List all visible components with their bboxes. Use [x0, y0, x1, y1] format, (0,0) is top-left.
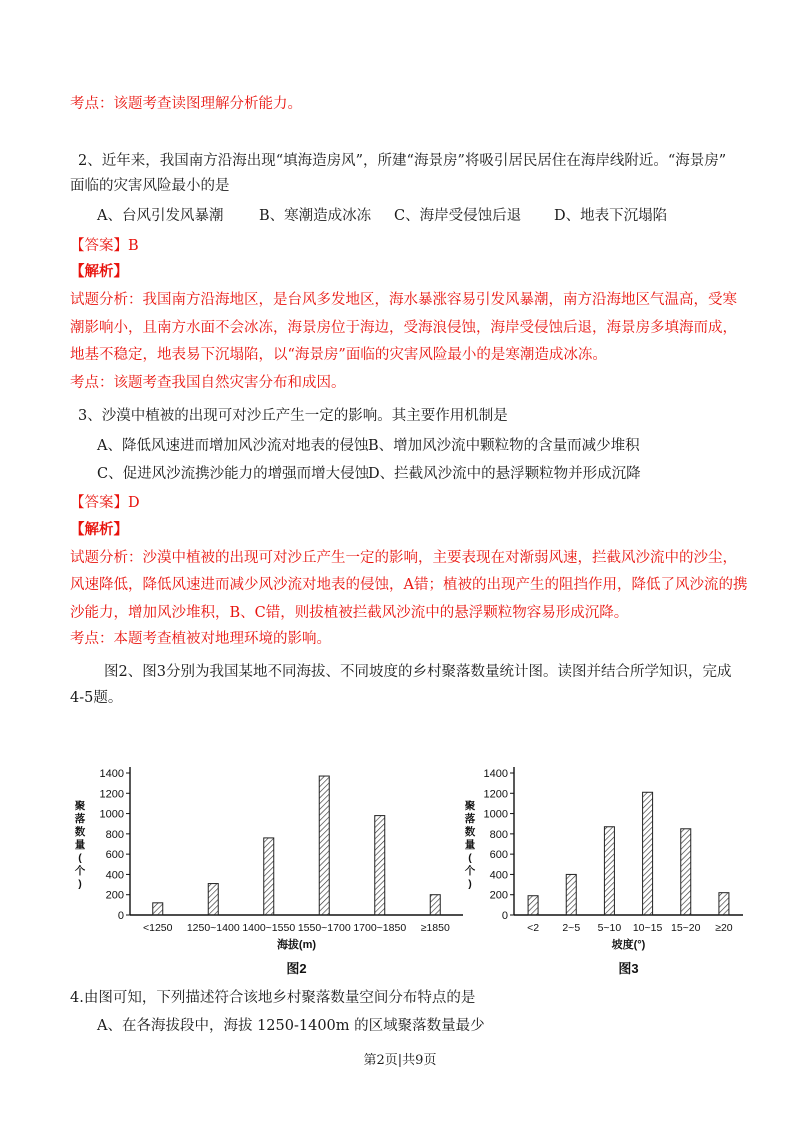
figure-2-chart	[68, 755, 468, 989]
bar-5~10	[604, 827, 614, 915]
page-footer: 第2页|共9页	[363, 1053, 437, 1068]
q3-option-a: A、降低风速进而增加风沙流对地表的侵蚀	[97, 438, 369, 454]
y-axis-label-char: 量	[74, 839, 86, 851]
q3-option-b: B、增加风沙流中颗粒物的含量而减少堆积	[368, 438, 640, 454]
x-category-label: <1250	[143, 922, 173, 934]
bar-2~5	[566, 874, 576, 915]
y-axis-label-char: 个	[464, 865, 476, 877]
q3-answer: 【答案】D	[70, 495, 140, 511]
q2-stem-line1: 2、近年来，我国南方沿海出现“填海造房风”，所建“海景房”将吸引居民居住在海岸线附近。“海景房”	[78, 153, 727, 169]
figure-3-chart	[458, 755, 748, 989]
q2-answer: 【答案】B	[70, 238, 139, 254]
q3-analysis-line3: 沙能力，增加风沙堆积，B、C错，则拔植被拦截风沙流中的悬浮颗粒物容易形成沉降。	[70, 605, 629, 621]
x-category-label: 15~20	[671, 922, 701, 934]
bar-<1250	[153, 903, 163, 915]
q2-analysis-line3: 地基不稳定，地表易下沉塌陷，以“海景房”面临的灾害风险最小的是寒潮造成冰冻。	[70, 347, 607, 363]
y-axis-label-char: 个	[74, 865, 86, 877]
y-tick-label: 200	[105, 889, 124, 902]
x-category-label: <2	[527, 922, 540, 934]
x-category-label: 1550~1700	[297, 922, 351, 934]
q2-option-a: A、台风引发风暴潮	[97, 208, 224, 224]
x-category-label: ≥20	[715, 922, 733, 934]
x-category-label: 5~10	[597, 922, 622, 934]
x-category-label: 2~5	[562, 922, 581, 934]
q2-analysis-title: 【解析】	[70, 263, 128, 280]
y-axis-label-char: )	[468, 878, 472, 890]
y-tick-label: 400	[489, 869, 508, 882]
y-tick-label: 0	[501, 910, 508, 922]
x-category-label: 1700~1850	[353, 922, 407, 934]
y-tick-label: 400	[105, 869, 124, 882]
bar-<2	[528, 896, 538, 915]
x-category-label: ≥1850	[420, 922, 450, 934]
q4-option-a: A、在各海拔段中，海拔 1250-1400m 的区域聚落数量最少	[97, 1018, 485, 1034]
q3-analysis-line1: 试题分析：沙漠中植被的出现可对沙丘产生一定的影响，主要表现在对渐弱风速，拦截风沙流中的沙尘，	[70, 550, 737, 566]
q2-option-c: C、海岸受侵蚀后退	[394, 208, 522, 224]
y-tick-label: 1200	[99, 788, 124, 801]
q3-kaodian: 考点：本题考查植被对地理环境的影响。	[70, 631, 331, 647]
y-axis-label-char: )	[78, 878, 82, 890]
figure-caption: 图3	[618, 961, 639, 976]
kaodian-1: 考点：该题考查读图理解分析能力。	[70, 96, 302, 112]
q3-option-c: C、促进风沙流携沙能力的增强而增大侵蚀	[97, 466, 370, 482]
y-tick-label: 1400	[483, 768, 508, 780]
y-tick-label: 600	[105, 849, 124, 862]
y-tick-label: 0	[117, 910, 124, 922]
y-tick-label: 1000	[99, 808, 124, 821]
q3-option-d: D、拦截风沙流中的悬浮颗粒物并形成沉降	[368, 466, 641, 482]
figure-3-svg	[458, 755, 748, 985]
bar-1250~1400	[208, 884, 218, 915]
bar-1700~1850	[375, 816, 385, 915]
y-axis-label-char: 聚	[74, 800, 86, 812]
x-category-label: 1250~1400	[186, 922, 240, 934]
q2-kaodian: 考点：该题考查我国自然灾害分布和成因。	[70, 375, 346, 391]
x-category-label: 10~15	[632, 922, 663, 934]
y-tick-label: 800	[489, 828, 508, 841]
y-tick-label: 1400	[99, 768, 124, 780]
y-axis-label-char: 落	[74, 813, 86, 825]
bar-1550~1700	[319, 776, 329, 915]
bar-≥20	[719, 893, 729, 915]
q3-analysis-line2: 风速降低，降低风速进而减少风沙流对地表的侵蚀，A错；植被的出现产生的阻挡作用，降低了风沙流的携	[70, 577, 748, 593]
y-tick-label: 1000	[483, 808, 508, 821]
y-axis-label-char: (	[78, 852, 82, 864]
y-tick-label: 200	[489, 889, 508, 902]
figure-2-svg	[68, 755, 468, 985]
y-axis-label-char: (	[468, 852, 472, 864]
y-tick-label: 1200	[483, 788, 508, 801]
bar-1400~1550	[264, 838, 274, 915]
bar-≥1850	[430, 895, 440, 915]
bar-10~15	[643, 792, 653, 915]
y-axis-label-char: 数	[464, 826, 476, 838]
q2-analysis-line2: 潮影响小，且南方水面不会冰冻，海景房位于海边，受海浪侵蚀，海岸受侵蚀后退，海景房多填海而成，	[70, 320, 737, 336]
intro-line1: 图2、图3分别为我国某地不同海拔、不同坡度的乡村聚落数量统计图。读图并结合所学知识，完成	[104, 664, 732, 680]
x-axis-label: 海拔(m)	[276, 939, 317, 951]
intro-line2: 4-5题。	[70, 690, 123, 706]
x-category-label: 1400~1550	[242, 922, 296, 934]
y-axis-label-char: 落	[464, 813, 476, 825]
q3-stem: 3、沙漠中植被的出现可对沙丘产生一定的影响。其主要作用机制是	[78, 408, 508, 424]
q2-option-b: B、寒潮造成冰冻	[259, 208, 372, 224]
q2-stem-line2: 面临的灾害风险最小的是	[70, 178, 230, 194]
y-tick-label: 600	[489, 849, 508, 862]
y-tick-label: 800	[105, 828, 124, 841]
q2-analysis-line1: 试题分析：我国南方沿海地区，是台风多发地区，海水暴涨容易引发风暴潮，南方沿海地区气温高，受寒	[70, 292, 737, 308]
q3-analysis-title: 【解析】	[70, 521, 128, 538]
y-axis-label-char: 聚	[464, 800, 476, 812]
q2-option-d: D、地表下沉塌陷	[554, 208, 668, 224]
bar-15~20	[681, 829, 691, 915]
x-axis-label: 坡度(°)	[611, 939, 646, 951]
y-axis-label-char: 数	[74, 826, 86, 838]
figure-caption: 图2	[286, 961, 307, 976]
q4-stem: 4.由图可知，下列描述符合该地乡村聚落数量空间分布特点的是	[70, 990, 476, 1006]
y-axis-label-char: 量	[464, 839, 476, 851]
